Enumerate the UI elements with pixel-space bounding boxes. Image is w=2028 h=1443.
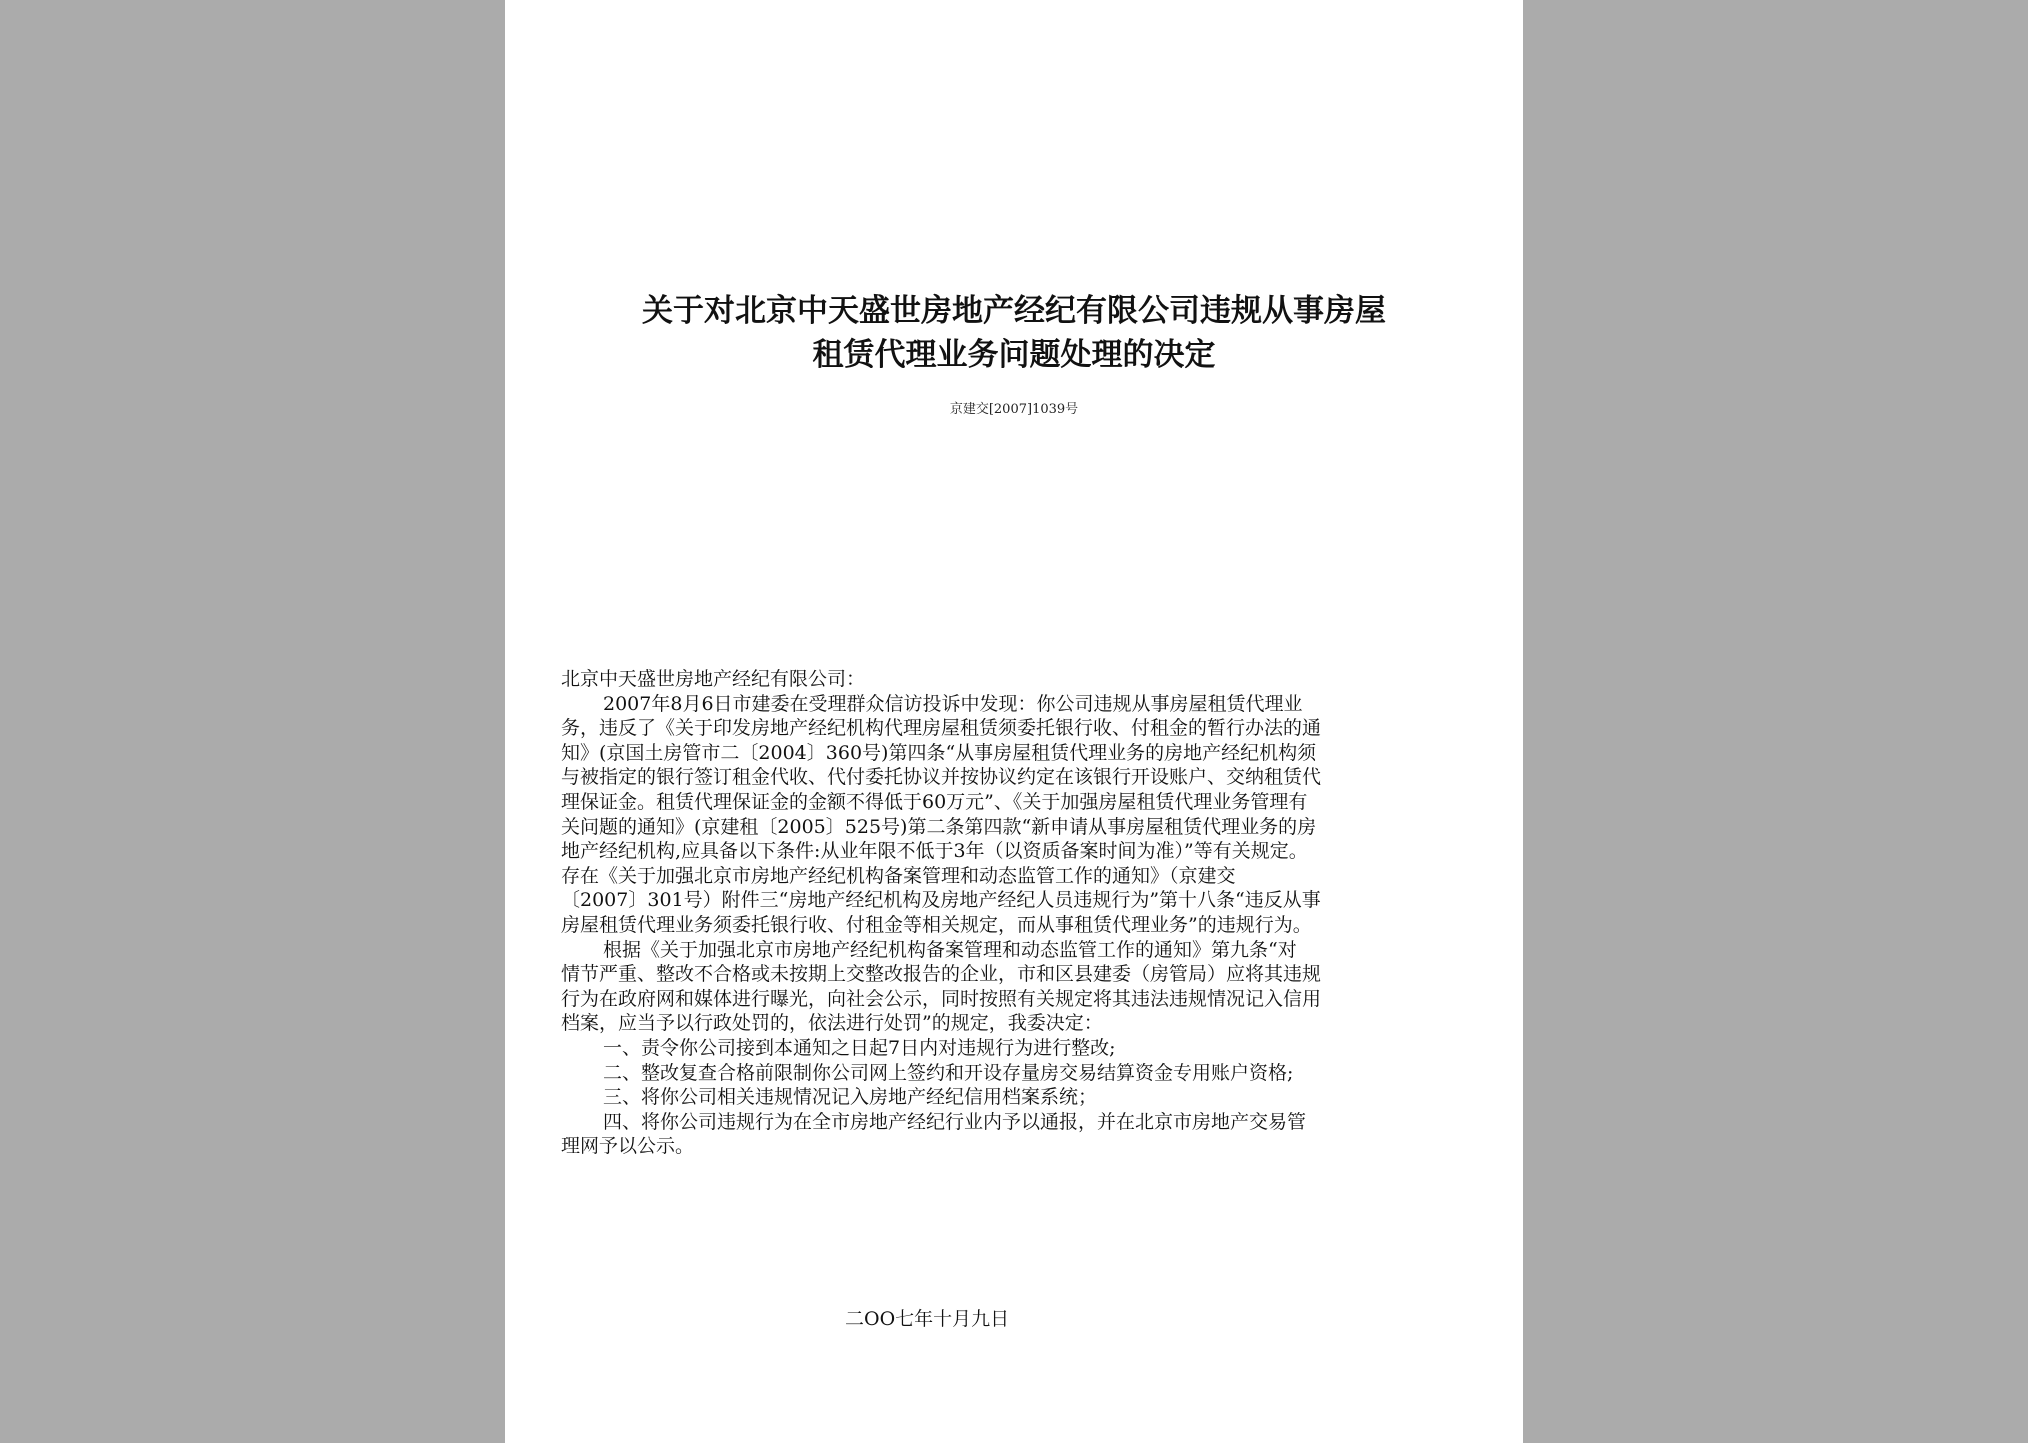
document-title [505, 289, 1523, 377]
document-number: 京建交[2007]1039号 [949, 402, 1079, 417]
body-line: 档案，应当予以行政处罚的，依法进行处罚”的规定，我委决定： [561, 1012, 1103, 1035]
body-line: 存在《关于加强北京市房地产经纪机构备案管理和动态监管工作的通知》（京建交 [561, 864, 1236, 887]
body-line: 地产经纪机构,应具备以下条件:从业年限不低于3年（以资质备案时间为准）”等有关规定。 [561, 840, 1308, 863]
decision-item-4: 四、将你公司违规行为在全市房地产经纪行业内予以通报，并在北京市房地产交易管 [603, 1110, 1307, 1133]
title-line-2: 租赁代理业务问题处理的决定 [812, 337, 1216, 373]
body-line: 〔2007〕301号）附件三“房地产经纪机构及房地产经纪人员违规行为”第十八条“违反从事 [561, 889, 1321, 912]
title-line-1: 关于对北京中天盛世房地产经纪有限公司违规从事房屋 [642, 293, 1386, 329]
body-line: 关问题的通知》(京建租〔2005〕525号)第二条第四款“新申请从事房屋租赁代理业务的房 [561, 815, 1317, 838]
body-line: 理保证金。租赁代理保证金的金额不得低于60万元”、《关于加强房屋租赁代理业务管理有 [561, 790, 1308, 813]
body-line: 与被指定的银行签订租金代收、代付委托协议并按协议约定在该银行开设账户、交纳租赁代 [561, 766, 1322, 789]
document-date: 二OO七年十月九日 [845, 1308, 1010, 1330]
decision-item-3: 三、将你公司相关违规情况记入房地产经纪信用档案系统； [603, 1086, 1098, 1109]
body-line: 情节严重、整改不合格或未按期上交整改报告的企业，市和区县建委（房管局）应将其违规 [561, 963, 1322, 986]
body-line: 2007年8月6日市建委在受理群众信访投诉中发现：你公司违规从事房屋租赁代理业 [603, 692, 1303, 715]
body-line: 房屋租赁代理业务须委托银行收、付租金等相关规定，而从事租赁代理业务”的违规行为。 [561, 913, 1312, 936]
decision-item-1: 一、责令你公司接到本通知之日起7日内对违规行为进行整改; [603, 1036, 1116, 1059]
decision-item-2: 二、整改复查合格前限制你公司网上签约和开设存量房交易结算资金专用账户资格; [603, 1061, 1294, 1084]
body-line: 务，违反了《关于印发房地产经纪机构代理房屋租赁须委托银行收、付租金的暂行办法的通 [561, 717, 1322, 740]
body-line: 行为在政府网和媒体进行曝光，向社会公示，同时按照有关规定将其违法违规情况记入信用 [561, 987, 1322, 1010]
body-line: 根据《关于加强北京市房地产经纪机构备案管理和动态监管工作的通知》第九条“对 [603, 938, 1297, 961]
document-body [561, 667, 1471, 1159]
body-line: 理网予以公示。 [561, 1135, 695, 1158]
salutation: 北京中天盛世房地产经纪有限公司： [561, 668, 866, 690]
body-line: 知》(京国土房管市二〔2004〕360号)第四条“从事房屋租赁代理业务的房地产经纪机构须 [561, 741, 1317, 764]
document-page [505, 0, 1523, 1443]
